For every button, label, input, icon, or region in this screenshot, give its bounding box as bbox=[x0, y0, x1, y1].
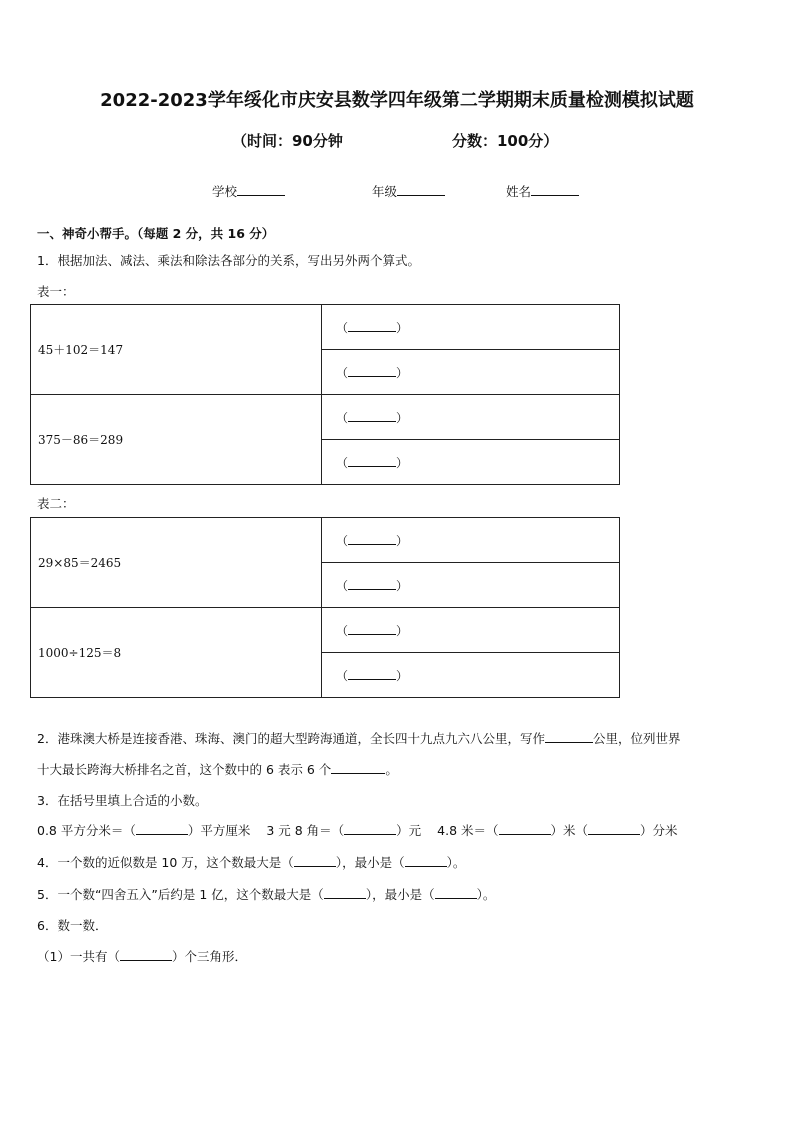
q3-blank-c1[interactable] bbox=[499, 822, 551, 835]
q2-blank-2[interactable] bbox=[331, 761, 385, 774]
expression-cell: 45＋102＝147 bbox=[31, 305, 322, 395]
q2-blank-1[interactable] bbox=[545, 730, 593, 743]
table-row bbox=[31, 305, 620, 350]
answer-cell[interactable]: （ ） bbox=[322, 440, 620, 485]
question-3-items: 0.8 平方分米＝（ ）平方厘米 3 元 8 角＝（ ）元 4.8 米＝（ ）米（ ）分米 bbox=[37, 823, 678, 838]
q4-blank-2[interactable] bbox=[405, 854, 447, 867]
answer-cell[interactable]: （ ） bbox=[322, 305, 620, 350]
name-label: 姓名 bbox=[506, 184, 532, 199]
table-row bbox=[31, 395, 620, 440]
q5-blank-2[interactable] bbox=[435, 886, 477, 899]
school-label: 学校 bbox=[212, 184, 238, 199]
grade-label: 年级 bbox=[372, 184, 398, 199]
name-field bbox=[506, 182, 579, 200]
school-blank[interactable] bbox=[237, 183, 285, 196]
school-field bbox=[212, 182, 285, 200]
score-label: 分数：100分） bbox=[452, 132, 559, 150]
table-1 bbox=[30, 304, 620, 485]
question-6-1: （1）一共有（ ）个三角形． bbox=[37, 949, 247, 964]
expression-cell: 375－86＝289 bbox=[31, 395, 322, 485]
table1-label: 表一： bbox=[37, 284, 75, 299]
question-1: 1．根据加法、减法、乘法和除法各部分的关系，写出另外两个算式。 bbox=[37, 253, 420, 268]
q4-blank-1[interactable] bbox=[294, 854, 336, 867]
q6-blank[interactable] bbox=[120, 948, 172, 961]
question-5: 5．一个数“四舍五入”后约是 1 亿，这个数最大是（ ），最小是（ ）。 bbox=[37, 887, 496, 902]
question-6: 6．数一数． bbox=[37, 918, 108, 933]
answer-cell[interactable]: （ ） bbox=[322, 518, 620, 563]
answer-cell[interactable]: （ ） bbox=[322, 350, 620, 395]
q3-blank-b[interactable] bbox=[344, 822, 396, 835]
question-4: 4．一个数的近似数是 10 万，这个数最大是（ ），最小是（ ）。 bbox=[37, 855, 466, 870]
section-heading: 一、神奇小帮手。（每题 2 分，共 16 分） bbox=[37, 226, 275, 241]
answer-cell[interactable]: （ ） bbox=[322, 563, 620, 608]
table-row bbox=[31, 608, 620, 653]
q5-blank-1[interactable] bbox=[324, 886, 366, 899]
answer-cell[interactable]: （ ） bbox=[322, 608, 620, 653]
time-label: （时间：90分钟 bbox=[232, 132, 343, 150]
answer-cell[interactable]: （ ） bbox=[322, 653, 620, 698]
question-3: 3．在括号里填上合适的小数。 bbox=[37, 793, 208, 808]
page-title: 2022-2023学年绥化市庆安县数学四年级第二学期期末质量检测模拟试题 bbox=[100, 90, 694, 111]
answer-cell[interactable]: （ ） bbox=[322, 395, 620, 440]
table-2 bbox=[30, 517, 620, 698]
grade-blank[interactable] bbox=[397, 183, 445, 196]
name-blank[interactable] bbox=[531, 183, 579, 196]
table-row bbox=[31, 518, 620, 563]
grade-field bbox=[372, 182, 445, 200]
expression-cell: 1000÷125＝8 bbox=[31, 608, 322, 698]
q3-blank-a[interactable] bbox=[136, 822, 188, 835]
question-2-line-2: 十大最长跨海大桥排名之首，这个数中的 6 表示 6 个 。 bbox=[37, 762, 398, 777]
table2-label: 表二： bbox=[37, 496, 75, 511]
expression-cell: 29×85＝2465 bbox=[31, 518, 322, 608]
question-2-line-1: 2．港珠澳大桥是连接香港、珠海、澳门的超大型跨海通道，全长四十九点九六八公里，写作 公里，位列世界 bbox=[37, 731, 681, 746]
q3-blank-c2[interactable] bbox=[588, 822, 640, 835]
